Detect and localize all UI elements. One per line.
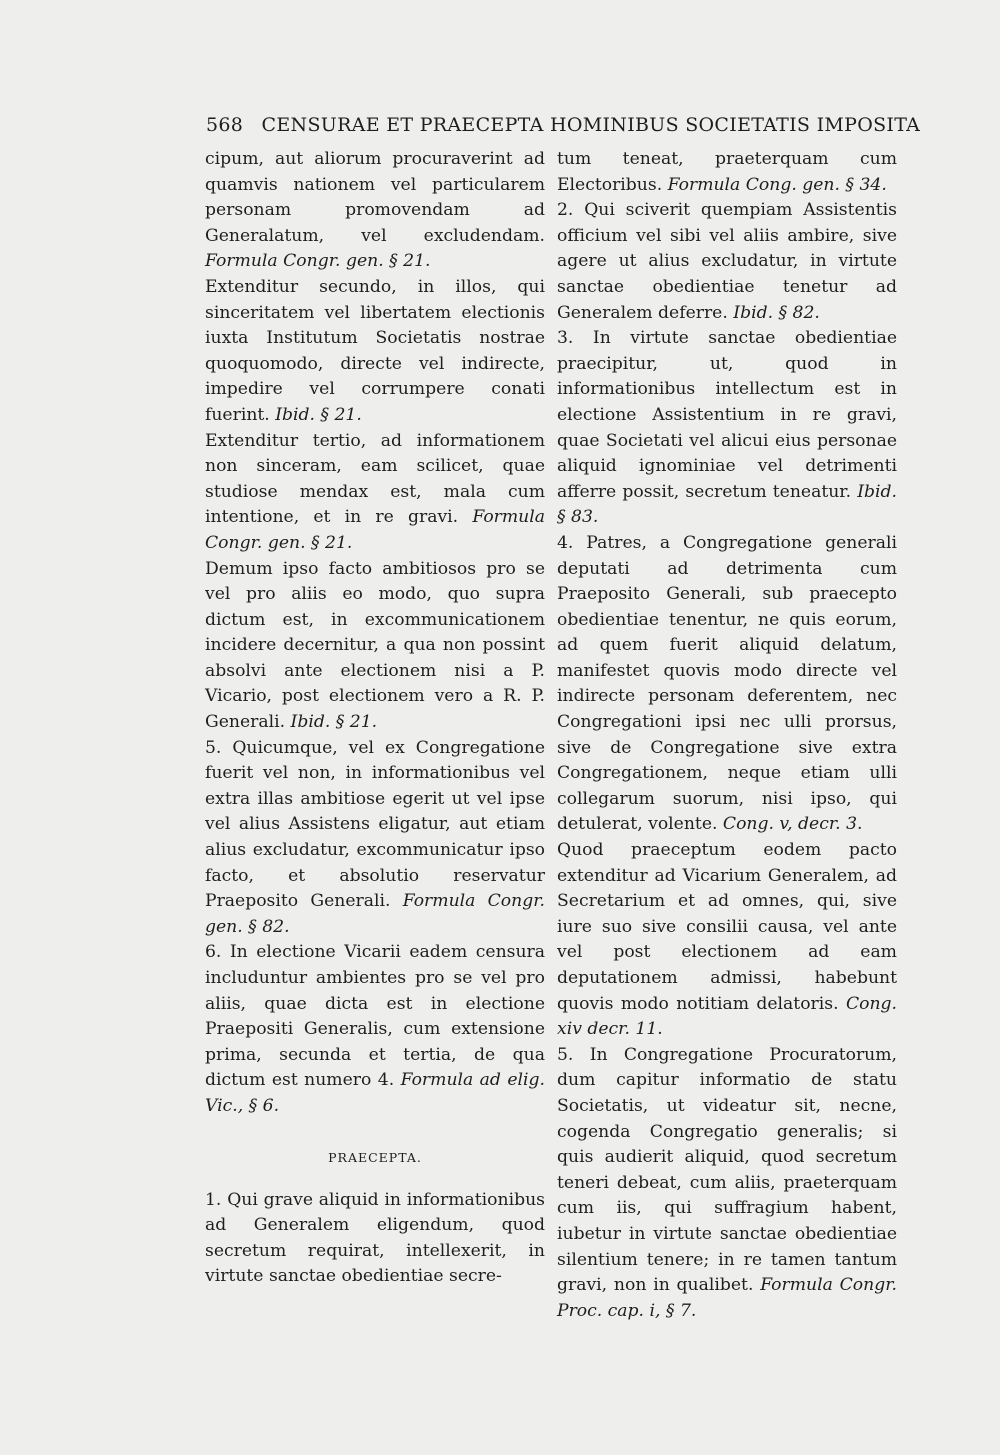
page-number: 568 [206, 114, 244, 136]
citation: Formula Congr. Proc. cap. i, § 7. [557, 1275, 897, 1321]
citation: Formula Congr. gen. § 82. [205, 891, 545, 937]
paragraph [205, 559, 545, 733]
citation: Cong. v, decr. 3. [722, 814, 863, 835]
paragraph-text: 2. Qui sciverit quempiam Assistentis officium vel sibi vel aliis ambire, sive agere ut alius excludatur, in virtute sanctae obedientiae tenetur ad Generalem deferre. [557, 200, 897, 323]
section-heading: PRAECEPTA. [328, 1149, 422, 1165]
citation: Ibid. § 21. [275, 404, 362, 425]
citation: Formula Congr. gen. § 21. [205, 507, 545, 553]
citation: Ibid. § 21. [290, 712, 378, 733]
paragraph [205, 942, 545, 1116]
paragraph [557, 328, 897, 527]
right-column [557, 147, 897, 1324]
citation: Cong. xiv decr. 11. [557, 993, 897, 1040]
paragraph-text: Extenditur secundo, in illos, qui sinceritatem vel libertatem electionis iuxta Institutum Societatis nostrae quoquomodo, directe vel indirecte, impedire vel corrumpere conati fuerint. [205, 276, 545, 425]
paragraph [205, 738, 545, 937]
paragraph-text: Quod praeceptum eodem pacto extenditur ad Vicarium Generalem, ad Secretarium et ad omnes, qui, sive iure suo sive consilii causa, vel ante vel post electionem ad eam deputationem admissi, habebunt quovis modo notitiam delatoris. [557, 840, 897, 1014]
paragraph [557, 149, 897, 195]
running-title: CENSURAE ET PRAECEPTA HOMINIBUS SOCIETATIS IMPOSITA [261, 114, 921, 136]
paragraph-text: tum teneat, praeterquam cum Electoribus. [557, 149, 897, 195]
paragraph-text: Demum ipso facto ambitiosos pro se vel pro aliis eo modo, quo supra dictum est, in excommunicationem incidere decernitur, a qua non possint absolvi ante electionem nisi a P. Vicario, post electionem vero a R. P. Generali. [205, 558, 545, 733]
citation: Ibid. § 83. [557, 481, 897, 528]
paragraph [557, 840, 897, 1039]
running-header [206, 114, 921, 136]
paragraph [557, 1045, 897, 1321]
paragraph-text: Extenditur tertio, ad informationem non sinceram, eam scilicet, quae studiose mendax est, mala cum intentione, et in re gravi. [205, 430, 545, 528]
paragraph [205, 149, 545, 271]
paragraph-text: 5. Quicumque, vel ex Congregatione fuerit vel non, in informationibus vel extra illas ambitiose egerit ut vel ipse vel alius Assistens eligatur, aut etiam alius excludatur, excommunicatur ipso facto, et absolutio reservatur Praeposito Generali. [205, 737, 545, 912]
paragraph [557, 200, 897, 322]
left-column [205, 147, 545, 1290]
paragraph-text: 3. In virtute sanctae obedientiae praecipitur, ut, quod in informationibus intellectum est in electione Assistentium in re gravi, quae Societati vel alicui eius personae aliquid ignominiae vel detrimenti afferre possit, secretum teneatur. [557, 328, 897, 502]
paragraph-text: 6. In electione Vicarii eadem censura includuntur ambientes pro se vel pro aliis, quae dicta est in electione Praepositi Generalis, cum extensione prima, secunda et tertia, de qua dictum est numero 4. [205, 942, 545, 1091]
citation: Formula Cong. gen. § 34. [667, 174, 887, 195]
paragraph-text: 5. In Congregatione Procuratorum, dum capitur informatio de statu Societatis, ut videatur sit, necne, cogenda Congregatio generalis; si quis audierit aliquid, quod secretum teneri debeat, cum aliis, praeterquam cum iis, qui suffragium habent, iubetur in virtute sanctae obedientiae silentium tenere; in re tamen tantum gravi, non in qualibet. [557, 1044, 897, 1296]
paragraph-text: cipum, aut aliorum procuraverint ad quamvis nationem vel particularem personam promovendam ad Generalatum, vel excludendam. [205, 149, 545, 246]
citation: Formula ad elig. Vic., § 6. [205, 1070, 545, 1116]
citation: Formula Congr. gen. § 21. [205, 251, 431, 272]
paragraph [205, 431, 545, 553]
paragraph-text: 4. Patres, a Congregatione generali deputati ad detrimenta cum Praeposito Generali, sub praecepto obedientiae tenentur, ne quis eorum, ad quem fuerit aliquid delatum, manifestet quovis modo directe vel indirecte personam deferentem, nec Congregationi ipsi nec ulli prorsus, sive de Congregatione sive extra Congregationem, neque etiam ulli collegarum suorum, nisi ipso, qui detulerat, volente. [557, 532, 897, 835]
paragraph [205, 277, 545, 425]
paragraph [557, 533, 897, 835]
paragraph-text: 1. Qui grave aliquid in informationibus ad Generalem eligendum, quod secretum requirat, intellexerit, in virtute sanctae obedientiae secre- [205, 1189, 545, 1287]
citation: Ibid. § 82. [733, 302, 820, 323]
paragraph [205, 1190, 545, 1287]
